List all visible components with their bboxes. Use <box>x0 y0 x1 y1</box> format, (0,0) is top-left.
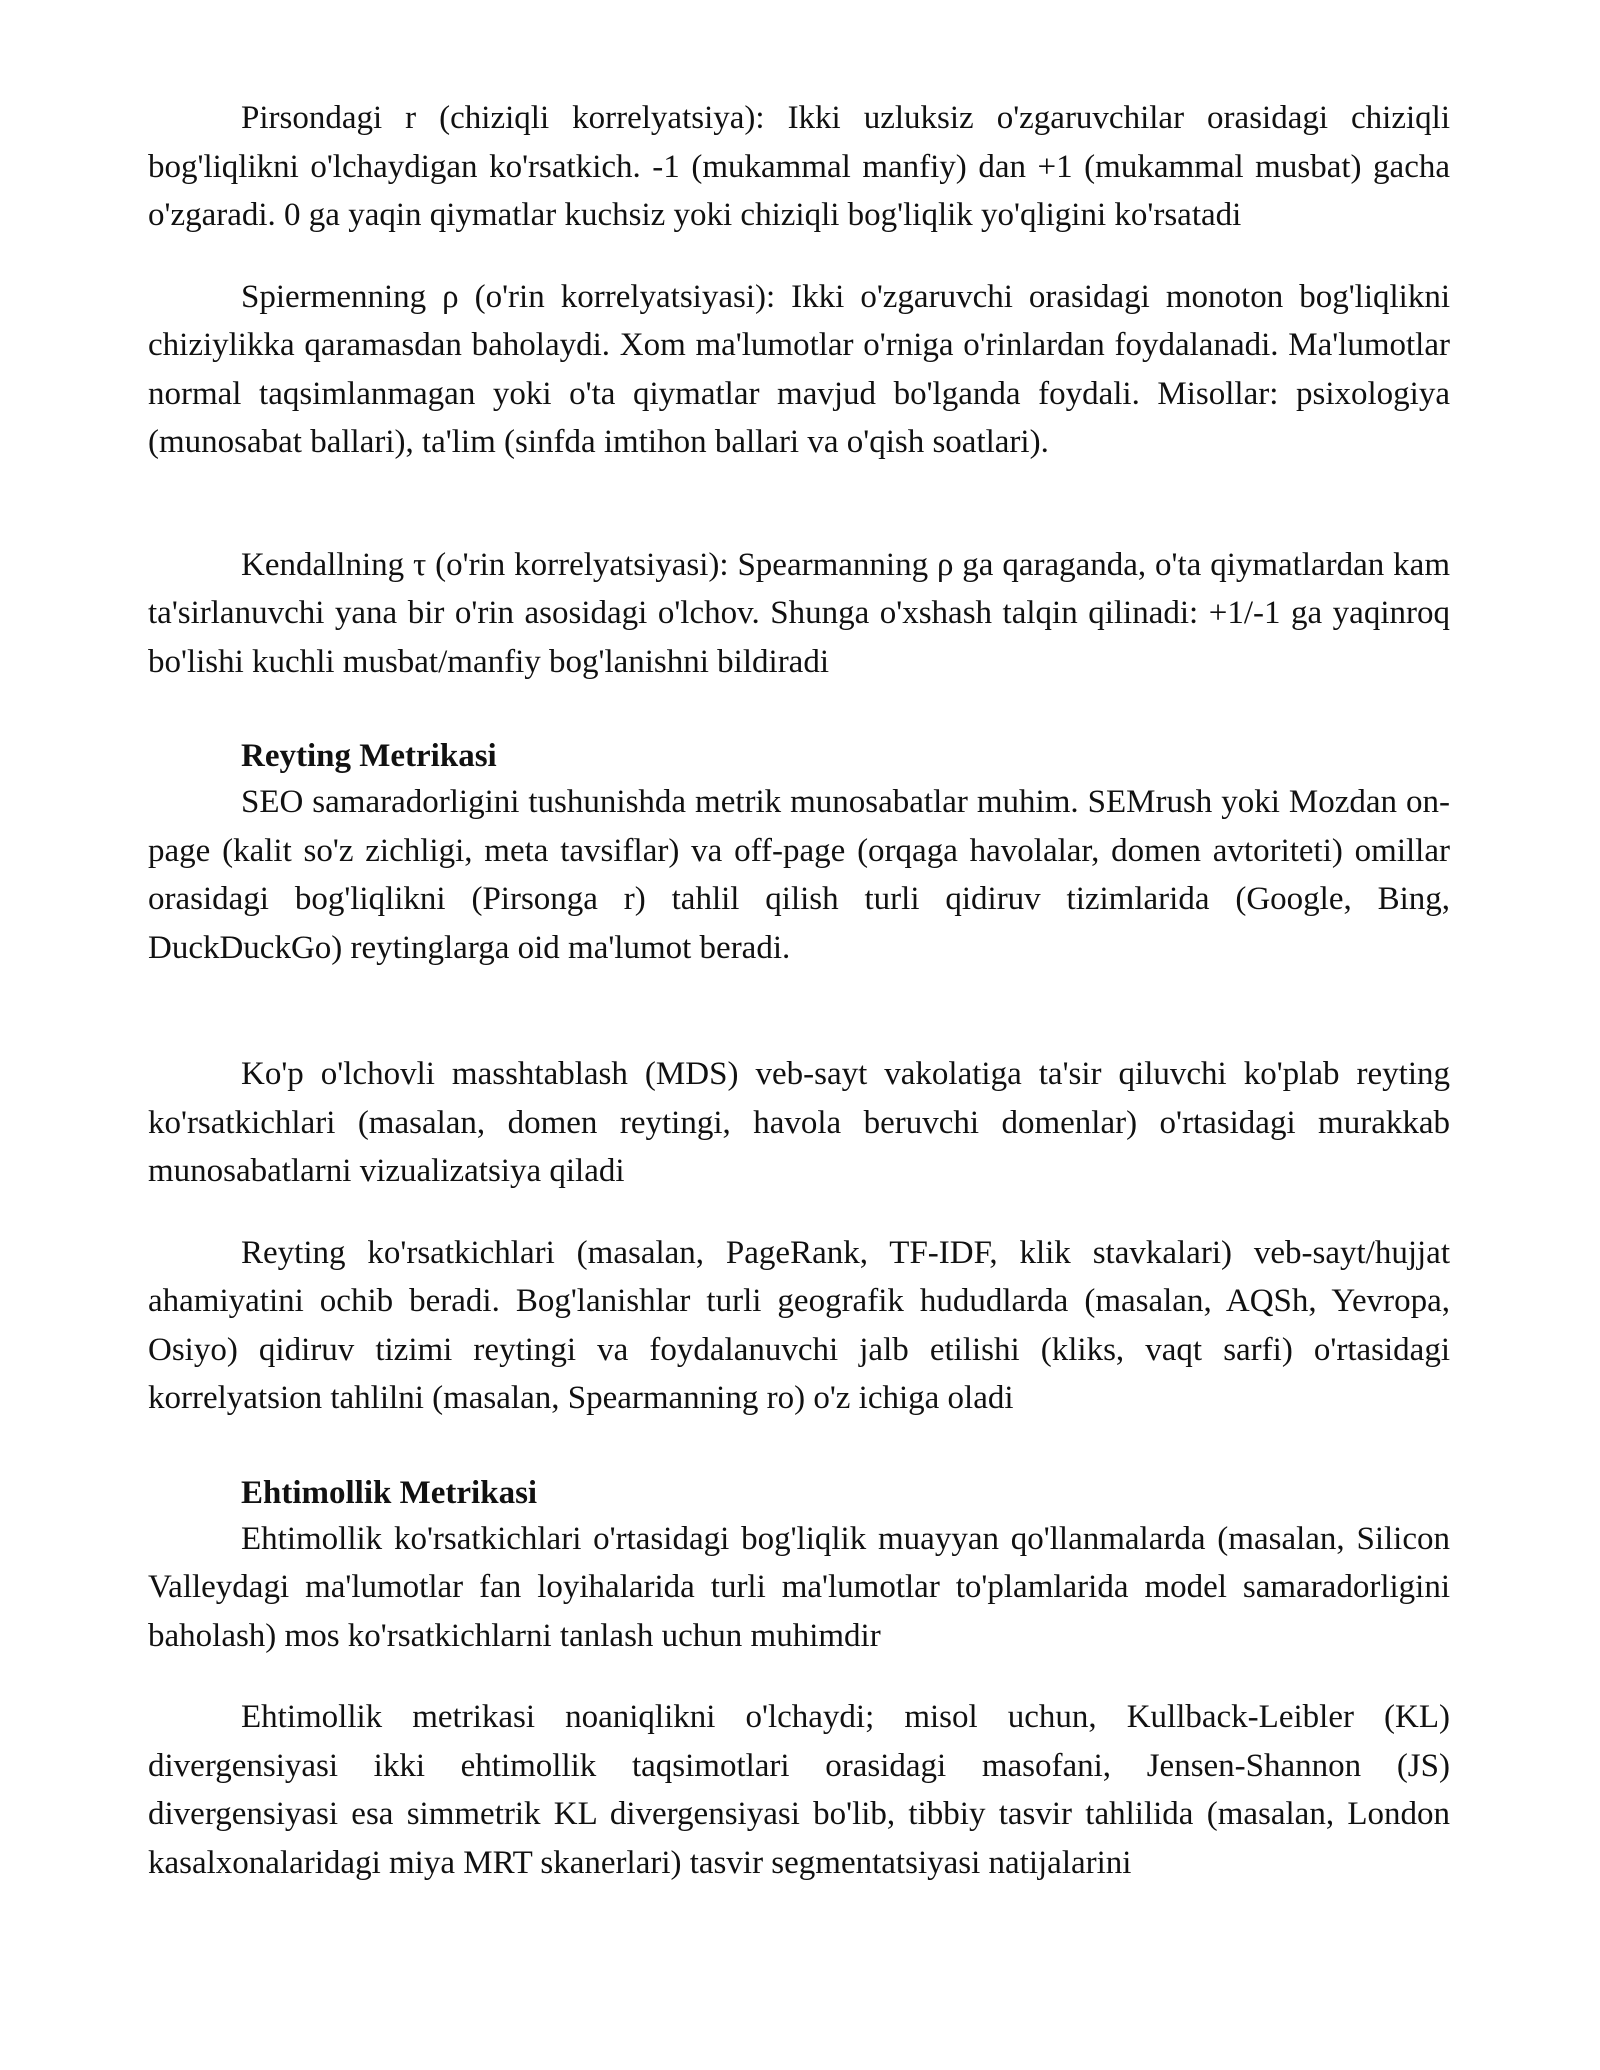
paragraph-pearson: Pirsondagi r (chiziqli korrelyatsiya): Ikki uzluksiz o'zgaruvchilar orasidagi chiziqli bog'liqlikni o'lchaydigan ko'rsatkich. -1 (mukammal manfiy) dan +1 (mukammal musbat) gacha o'zgaradi. 0 ga yaqin qiymatlar kuchsiz yoki chiziqli bog'liqlik yo'qligini ko'rsatadi <box>148 100 1450 233</box>
paragraph-reyting-seo: SEO samaradorligini tushunishda metrik munosabatlar muhim. SEMrush yoki Mozdan on-page (kalit so'z zichligi, meta tavsiflar) va off-page (orqaga havolalar, domen avtoriteti) omillar orasidagi bog'liqlikni (Pirsonga r) tahlil qilish turli qidiruv tizimlarida (Google, Bing, DuckDuckGo) reytinglarga oid ma'lumot beradi. <box>148 784 1450 966</box>
paragraph-ehtimollik-intro: Ehtimollik ko'rsatkichlari o'rtasidagi bog'liqlik muayyan qo'llanmalarda (masalan, Silicon Valleydagi ma'lumotlar fan loyihalarida turli ma'lumotlar to'plamlarida model samaradorligini baholash) mos ko'rsatkichlarni tanlash uchun muhimdir <box>148 1520 1450 1654</box>
paragraph-reyting-mds: Ko'p o'lchovli masshtablash (MDS) veb-sayt vakolatiga ta'sir qiluvchi ko'plab reyting ko'rsatkichlari (masalan, domen reytingi, havola beruvchi domenlar) o'rtasidagi murakkab munosabatlarni vizualizatsiya qiladi <box>148 1056 1450 1189</box>
section-heading-reyting: Reyting Metrikasi <box>241 738 497 774</box>
spacer <box>148 972 1450 1050</box>
paragraph-kendall: Kendallning τ (o'rin korrelyatsiyasi): Spearmanning ρ ga qaraganda, o'ta qiymatlardan kam ta'sirlanuvchi yana bir o'rin asosidagi o'lchov. Shunga o'xshash talqin qilinadi: +1/-1 ga yaqinroq bo'lishi kuchli musbat/manfiy bog'lanishni bildiradi <box>148 546 1450 680</box>
document-page <box>148 94 1450 1887</box>
section-heading-ehtimollik: Ehtimollik Metrikasi <box>241 1474 538 1511</box>
paragraph-spearman: Spiermenning ρ (o'rin korrelyatsiyasi): Ikki o'zgaruvchi orasidagi monoton bog'liqlikni chiziylikka qaramasdan baholaydi. Xom ma'lumotlar o'rniga o'rinlardan foydalanadi. Ma'lumotlar normal taqsimlanmagan yoki o'ta qiymatlar mavjud bo'lganda foydali. Misollar: psixologiya (munosabat ballari), ta'lim (sinfda imtihon ballari va o'qish soatlari). <box>148 278 1450 460</box>
spacer <box>148 1196 1450 1229</box>
spacer <box>148 1660 1450 1693</box>
paragraph-reyting-indicators: Reyting ko'rsatkichlari (masalan, PageRank, TF-IDF, klik stavkalari) veb-sayt/hujjat ahamiyatini ochib beradi. Bog'lanishlar turli geografik hududlarda (masalan, AQSh, Yevropa, Osiyo) qidiruv tizimi reytingi va foydalanuvchi jalb etilishi (kliks, vaqt sarfi) o'rtasidagi korrelyatsion tahlilni (masalan, Spearmanning ro) o'z ichiga oladi <box>148 1234 1450 1416</box>
spacer <box>148 1423 1450 1471</box>
paragraph-ehtimollik-divergence: Ehtimollik metrikasi noaniqlikni o'lchaydi; misol uchun, Kullback-Leibler (KL) divergensiyasi ikki ehtimollik taqsimotlari orasidagi masofani, Jensen-Shannon (JS) divergensiyasi esa simmetrik KL divergensiyasi bo'lib, tibbiy tasvir tahlilida (masalan, London kasalxonalaridagi miya MRT skanerlari) tasvir segmentatsiyasi natijalarini <box>148 1699 1450 1881</box>
spacer <box>148 467 1450 541</box>
spacer <box>148 240 1450 273</box>
spacer <box>148 686 1450 734</box>
